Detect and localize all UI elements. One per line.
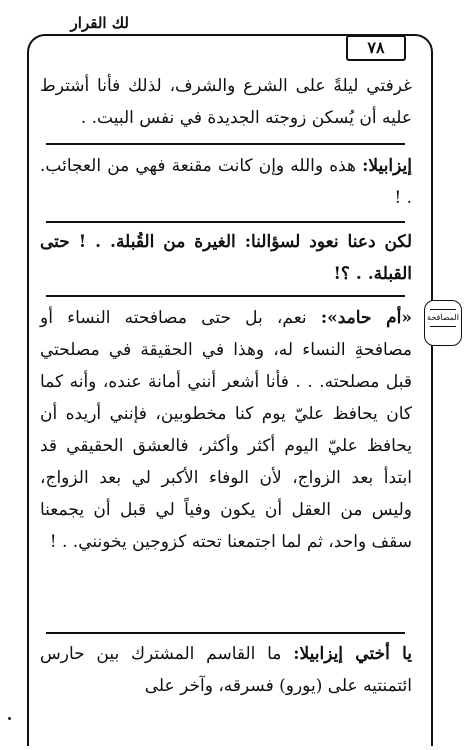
paragraph-isabella-2 [40, 638, 412, 702]
paragraph-text: غرفتي ليلةً على الشرع والشرف، لذلك فأنا أشترط عليه أن يُسكن زوجته الجديدة في نفس البيت. . [40, 76, 412, 128]
margin-note [424, 300, 462, 346]
page-number: ٧٨ [346, 35, 406, 61]
margin-note-ornament [430, 326, 456, 327]
paragraph-isabella-1 [40, 150, 412, 214]
section-divider [46, 295, 405, 297]
paragraph-um-hamed [40, 302, 412, 558]
speaker-label: «أم حامد»: [320, 308, 412, 328]
paragraph-body [40, 150, 412, 214]
speaker-label: يا أختي إيزابيلا: [293, 644, 413, 664]
paragraph-question [40, 226, 412, 290]
paragraph-body [40, 302, 412, 558]
section-divider [46, 221, 405, 223]
paragraph-continuation [40, 70, 412, 134]
speaker-label: إيزابيلا: [362, 156, 412, 176]
paragraph-text: هذه والله وإن كانت مقنعة فهي من العجائب. . ! [40, 156, 412, 208]
section-divider [46, 143, 405, 145]
paragraph-text: ما القاسم المشترك بين حارس ائتمنتيه على (يورو) فسرقه، وآخر على [40, 644, 412, 696]
paragraph-text: لكن دعنا نعود لسؤالنا: الغيرة من القُبلة. . ! حتى القبلة. . ؟! [40, 232, 412, 284]
margin-note-ornament [430, 309, 456, 310]
paragraph-text: نعم، بل حتى مصافحته النساء أو مصافحةِ النساء له، وهذا في الحقيقة في مصلحتي قبل مصلحته. . . فأنا أشعر أنني أمانة عنده، وأنه كما كان يحافظ عليّ يوم كنا مخطوبين، فإنني أريده أن يحافظ عليّ اليوم أكثر وأكثر، فالعشق الحقيقي قد ابتدأ بعد الزواج، لأن الوفاء الأكبر لي بعد الزواج، وليس من العقل أن يكون وفياً لي قبل أن يجمعنا سقف واحد، ثم لما اجتمعنا تحته كزوجين يخونني. . ! [40, 308, 412, 552]
section-divider [46, 632, 405, 634]
running-header-title: لك القرار [67, 12, 133, 34]
scan-speck [8, 717, 11, 720]
margin-note-label: المصافحة [427, 313, 459, 322]
paragraph-body [40, 638, 412, 702]
